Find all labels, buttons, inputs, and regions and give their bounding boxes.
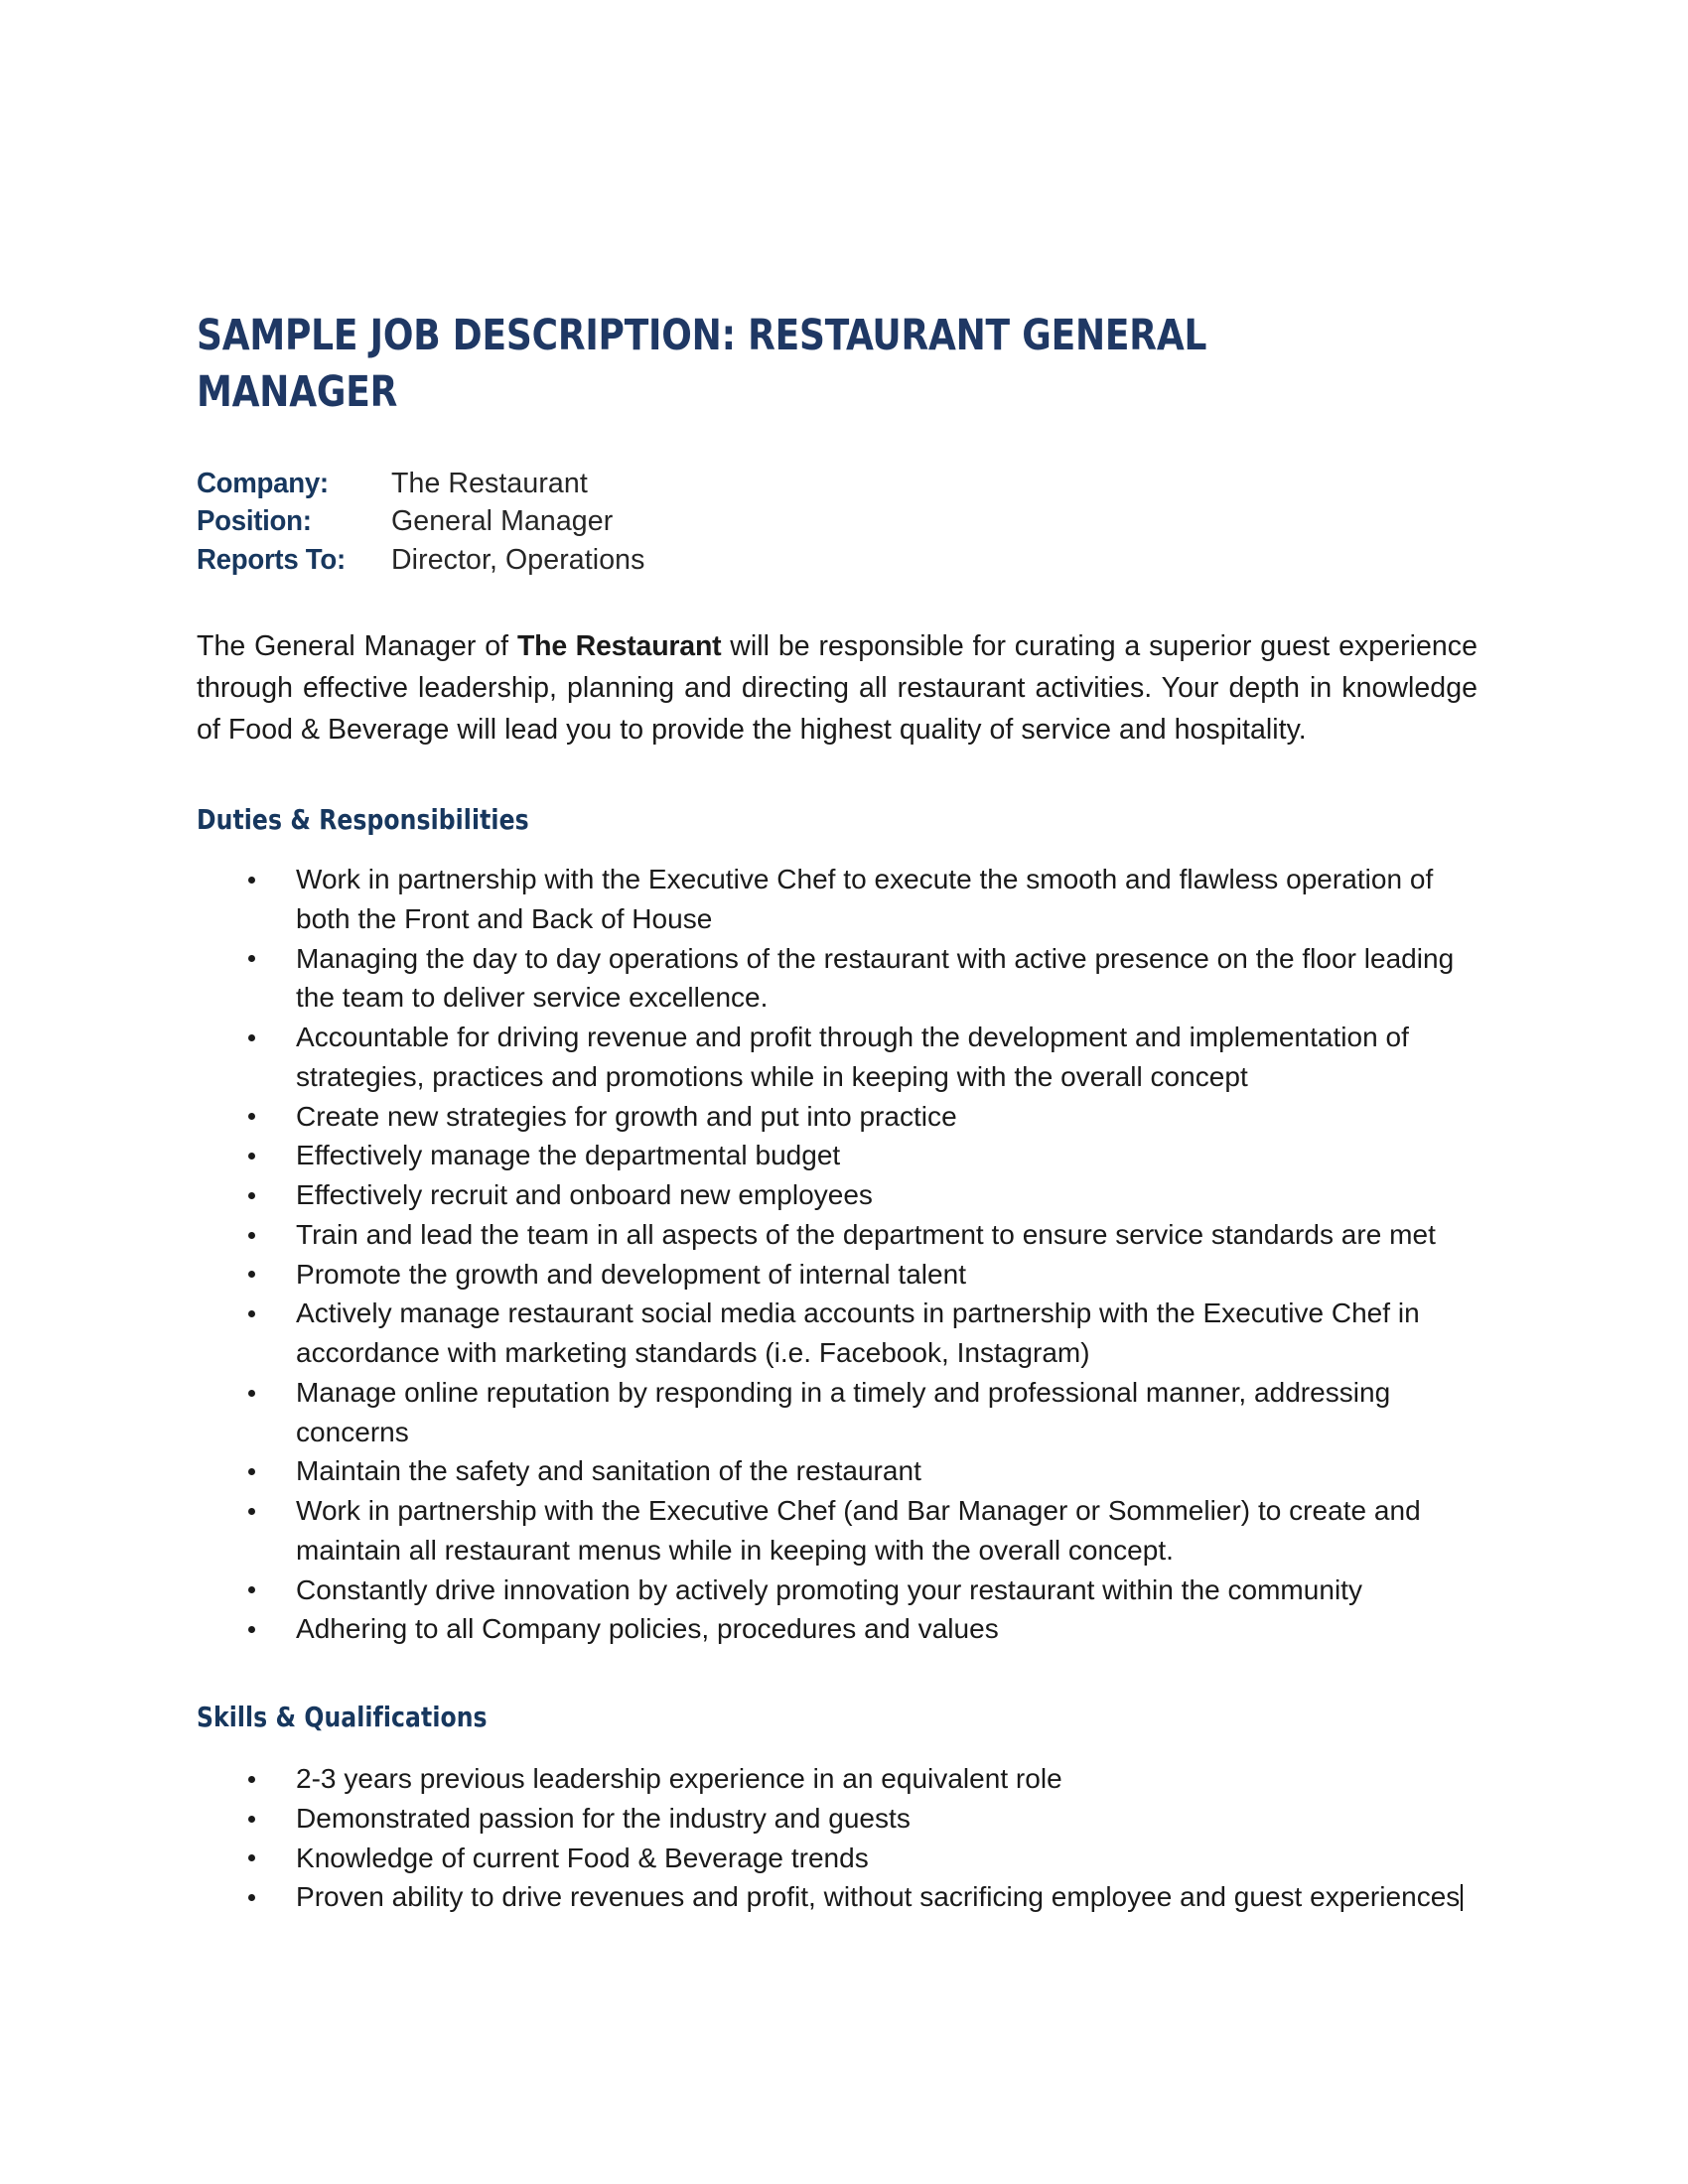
list-item (197, 1018, 1477, 1097)
list-item-text: Work in partnership with the Executive Chef (and Bar Manager or Sommelier) to create and maintain all restaurant menus while in keeping with the overall concept. (296, 1495, 1421, 1566)
list-item (197, 1609, 1477, 1649)
list-item-text: Promote the growth and development of internal talent (296, 1258, 967, 1290)
bullet-dot-icon (248, 1232, 255, 1239)
bullet-dot-icon (248, 1776, 255, 1783)
list-item-text: Adhering to all Company policies, procedures and values (296, 1613, 999, 1645)
bullet-dot-icon (248, 1854, 255, 1861)
bullet-dot-icon (248, 955, 255, 962)
list-item-text: Managing the day to day operations of the restaurant with active presence on the floor leading the team to deliver service excellence. (296, 942, 1455, 1014)
list-item-text: Accountable for driving revenue and profit through the development and implementation of strategies, practices and promotions while in keeping with the overall concept (296, 1022, 1409, 1092)
bullet-dot-icon (248, 1192, 255, 1199)
page-title: SAMPLE JOB DESCRIPTION: RESTAURANT GENERAL MANAGER (197, 311, 1207, 417)
list-item (197, 1451, 1477, 1491)
bullet-dot-icon (248, 1113, 255, 1120)
bullet-dot-icon (248, 1626, 255, 1633)
bullet-dot-icon (248, 1508, 255, 1515)
list-item-text: Train and lead the team in all aspects of the department to ensure service standards are met (296, 1218, 1436, 1250)
list-item (197, 1175, 1477, 1215)
list-item-text: Create new strategies for growth and put into practice (296, 1100, 957, 1132)
meta-value-reports-to: Director, Operations (391, 543, 645, 576)
list-item (197, 1136, 1477, 1175)
bullet-dot-icon (248, 1310, 255, 1317)
section-heading-skills: Skills & Qualifications (197, 1702, 488, 1733)
skills-list (197, 1759, 1477, 1917)
intro-company-bold: The Restaurant (516, 630, 722, 663)
list-item (197, 1759, 1477, 1799)
bullet-dot-icon (248, 1271, 255, 1278)
list-item-text: Manage online reputation by responding in a timely and professional manner, addressing concerns (296, 1376, 1391, 1447)
list-item (197, 860, 1477, 939)
intro-text-after: will be responsible for curating a superior guest experience through effective leadership, planning and directing all restaurant activities. Your depth in knowledge of Food & Beverage will lead you to provide the highest quality of service and hospitality. (197, 630, 1477, 747)
list-item (197, 1215, 1477, 1255)
text-cursor (1461, 1884, 1463, 1911)
intro-paragraph (197, 626, 1477, 751)
list-item-text: Demonstrated passion for the industry and guests (296, 1802, 911, 1834)
meta-row-reports-to (197, 541, 1477, 580)
list-item-text: Knowledge of current Food & Beverage trends (296, 1842, 869, 1873)
meta-row-position (197, 502, 1477, 541)
list-item-text: Effectively recruit and onboard new employees (296, 1179, 873, 1210)
section-heading-duties: Duties & Responsibilities (197, 804, 529, 836)
bullet-dot-icon (248, 1894, 255, 1901)
bullet-dot-icon (248, 1034, 255, 1041)
list-item (197, 1570, 1477, 1610)
bullet-dot-icon (248, 1816, 255, 1823)
meta-value-position: General Manager (391, 505, 614, 538)
bullet-dot-icon (248, 1468, 255, 1475)
list-item (197, 1877, 1477, 1917)
bullet-dot-icon (248, 877, 255, 884)
list-item-text: Work in partnership with the Executive Chef to execute the smooth and flawless operation of both the Front and Back of House (296, 864, 1434, 934)
meta-label-position: Position: (197, 505, 312, 538)
bullet-dot-icon (248, 1390, 255, 1397)
list-item (197, 1799, 1477, 1839)
bullet-dot-icon (248, 1153, 255, 1160)
list-item-text: Proven ability to drive revenues and profit, without sacrificing employee and guest experiences (296, 1881, 1461, 1913)
meta-label-reports-to: Reports To: (197, 543, 346, 576)
job-meta-block (197, 465, 1477, 580)
list-item-text: 2-3 years previous leadership experience in an equivalent role (296, 1763, 1062, 1794)
list-item-text: Constantly drive innovation by actively promoting your restaurant within the community (296, 1573, 1363, 1605)
list-item (197, 1491, 1477, 1570)
meta-label-company: Company: (197, 467, 329, 499)
list-item-text: Actively manage restaurant social media accounts in partnership with the Executive Chef in accordance with marketing standards (i.e. Facebook, Instagram) (296, 1297, 1420, 1368)
list-item (197, 1373, 1477, 1452)
bullet-dot-icon (248, 1586, 255, 1593)
list-item (197, 939, 1477, 1019)
list-item-text: Maintain the safety and sanitation of the restaurant (296, 1455, 921, 1487)
list-item (197, 1839, 1477, 1878)
list-item (197, 1294, 1477, 1373)
duties-list (197, 860, 1477, 1649)
list-item (197, 1097, 1477, 1137)
intro-text-before: The General Manager of (197, 630, 517, 663)
meta-row-company (197, 465, 1477, 503)
meta-value-company: The Restaurant (391, 467, 588, 499)
list-item-text: Effectively manage the departmental budget (296, 1140, 841, 1171)
list-item (197, 1255, 1477, 1295)
document-body (197, 308, 1477, 1917)
